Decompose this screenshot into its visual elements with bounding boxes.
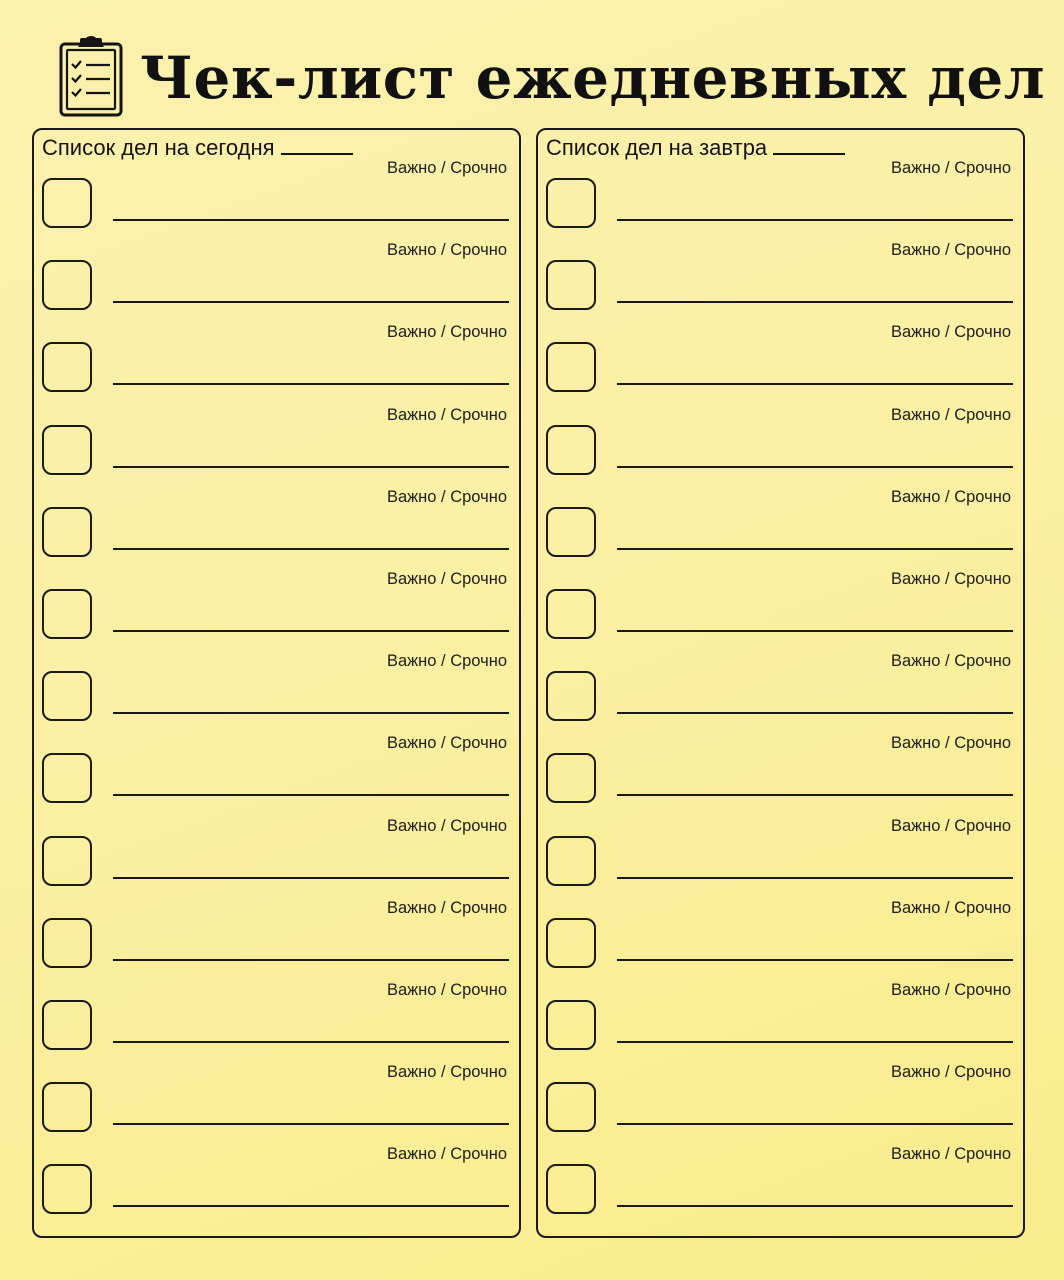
task-write-line[interactable] xyxy=(617,383,1013,385)
today-date-blank[interactable] xyxy=(281,135,353,155)
task-write-line[interactable] xyxy=(113,466,509,468)
priority-tag: Важно / Срочно xyxy=(890,241,1011,260)
page-header xyxy=(56,34,1046,122)
task-checkbox[interactable] xyxy=(546,589,596,639)
priority-tag: Важно / Срочно xyxy=(386,1145,507,1164)
priority-tag: Важно / Срочно xyxy=(386,1063,507,1082)
task-checkbox[interactable] xyxy=(546,1000,596,1050)
task-write-line[interactable] xyxy=(617,466,1013,468)
task-row xyxy=(538,158,1023,228)
task-checkbox[interactable] xyxy=(42,1000,92,1050)
priority-tag: Важно / Срочно xyxy=(890,405,1011,424)
task-checkbox[interactable] xyxy=(546,260,596,310)
tomorrow-date-blank[interactable] xyxy=(773,135,845,155)
task-row xyxy=(34,322,519,392)
priority-tag: Важно / Срочно xyxy=(890,323,1011,342)
task-write-line[interactable] xyxy=(113,712,509,714)
task-checkbox[interactable] xyxy=(42,918,92,968)
task-write-line[interactable] xyxy=(617,630,1013,632)
priority-tag: Важно / Срочно xyxy=(890,570,1011,588)
task-row xyxy=(34,733,519,803)
task-checkbox[interactable] xyxy=(42,1082,92,1132)
task-row xyxy=(34,405,519,475)
task-checkbox[interactable] xyxy=(546,425,596,475)
task-checkbox[interactable] xyxy=(546,178,596,228)
task-write-line[interactable] xyxy=(113,301,509,303)
priority-tag: Важно / Срочно xyxy=(386,816,507,835)
today-list-heading-text: Список дел на сегодня xyxy=(42,135,275,160)
task-row xyxy=(538,240,1023,310)
task-write-line[interactable] xyxy=(617,548,1013,550)
task-row xyxy=(34,240,519,310)
task-row xyxy=(538,733,1023,803)
task-row xyxy=(34,487,519,557)
priority-tag: Важно / Срочно xyxy=(386,487,507,506)
task-checkbox[interactable] xyxy=(546,1164,596,1214)
task-row xyxy=(34,569,519,639)
priority-tag: Важно / Срочно xyxy=(890,652,1011,671)
task-row xyxy=(538,487,1023,557)
task-write-line[interactable] xyxy=(617,877,1013,879)
task-write-line[interactable] xyxy=(617,301,1013,303)
task-checkbox[interactable] xyxy=(546,507,596,557)
task-checkbox[interactable] xyxy=(546,836,596,886)
task-checkbox[interactable] xyxy=(546,1082,596,1132)
task-write-line[interactable] xyxy=(113,794,509,796)
task-checkbox[interactable] xyxy=(42,589,92,639)
task-checkbox[interactable] xyxy=(42,836,92,886)
task-write-line[interactable] xyxy=(113,219,509,221)
task-write-line[interactable] xyxy=(113,877,509,879)
task-row xyxy=(34,1062,519,1132)
task-row xyxy=(538,980,1023,1050)
task-checkbox[interactable] xyxy=(546,753,596,803)
task-row xyxy=(538,816,1023,886)
task-checkbox[interactable] xyxy=(546,671,596,721)
priority-tag: Важно / Срочно xyxy=(386,405,507,424)
priority-tag: Важно / Срочно xyxy=(386,734,507,753)
task-checkbox[interactable] xyxy=(42,260,92,310)
priority-tag: Важно / Срочно xyxy=(890,1145,1011,1164)
task-checkbox[interactable] xyxy=(42,507,92,557)
priority-tag: Важно / Срочно xyxy=(890,487,1011,506)
task-checkbox[interactable] xyxy=(42,425,92,475)
task-checkbox[interactable] xyxy=(42,1164,92,1214)
task-row xyxy=(538,405,1023,475)
tomorrow-list-panel xyxy=(536,128,1025,1238)
task-write-line[interactable] xyxy=(617,712,1013,714)
priority-tag: Важно / Срочно xyxy=(890,981,1011,999)
task-write-line[interactable] xyxy=(617,1205,1013,1207)
task-row xyxy=(538,322,1023,392)
task-row xyxy=(34,898,519,968)
task-write-line[interactable] xyxy=(113,1205,509,1207)
priority-tag: Важно / Срочно xyxy=(890,159,1011,177)
priority-tag: Важно / Срочно xyxy=(386,159,507,177)
task-write-line[interactable] xyxy=(113,548,509,550)
task-write-line[interactable] xyxy=(617,219,1013,221)
priority-tag: Важно / Срочно xyxy=(386,981,507,999)
task-row xyxy=(538,1144,1023,1214)
priority-tag: Важно / Срочно xyxy=(386,241,507,260)
today-list-panel xyxy=(32,128,521,1238)
task-write-line[interactable] xyxy=(113,1041,509,1043)
task-checkbox[interactable] xyxy=(42,178,92,228)
priority-tag: Важно / Срочно xyxy=(890,734,1011,753)
task-write-line[interactable] xyxy=(113,959,509,961)
task-checkbox[interactable] xyxy=(42,342,92,392)
task-row xyxy=(538,1062,1023,1132)
task-checkbox[interactable] xyxy=(42,671,92,721)
task-row xyxy=(34,651,519,721)
task-write-line[interactable] xyxy=(617,959,1013,961)
priority-tag: Важно / Срочно xyxy=(890,816,1011,835)
priority-tag: Важно / Срочно xyxy=(890,1063,1011,1082)
task-row xyxy=(34,1144,519,1214)
task-row xyxy=(538,569,1023,639)
task-row xyxy=(34,158,519,228)
task-write-line[interactable] xyxy=(113,383,509,385)
tomorrow-list-heading-text: Список дел на завтра xyxy=(546,135,768,160)
priority-tag: Важно / Срочно xyxy=(386,652,507,671)
task-checkbox[interactable] xyxy=(546,342,596,392)
task-write-line[interactable] xyxy=(113,630,509,632)
clipboard-checklist-icon xyxy=(58,36,124,118)
priority-tag: Важно / Срочно xyxy=(890,898,1011,917)
page-title: Чек-лист ежедневных дел xyxy=(140,44,1046,112)
task-row xyxy=(34,980,519,1050)
task-checkbox[interactable] xyxy=(546,918,596,968)
task-write-line[interactable] xyxy=(617,794,1013,796)
priority-tag: Важно / Срочно xyxy=(386,898,507,917)
task-write-line[interactable] xyxy=(617,1041,1013,1043)
task-row xyxy=(538,651,1023,721)
task-row xyxy=(34,816,519,886)
task-write-line[interactable] xyxy=(113,1123,509,1125)
task-write-line[interactable] xyxy=(617,1123,1013,1125)
task-checkbox[interactable] xyxy=(42,753,92,803)
priority-tag: Важно / Срочно xyxy=(386,570,507,588)
priority-tag: Важно / Срочно xyxy=(386,323,507,342)
task-row xyxy=(538,898,1023,968)
